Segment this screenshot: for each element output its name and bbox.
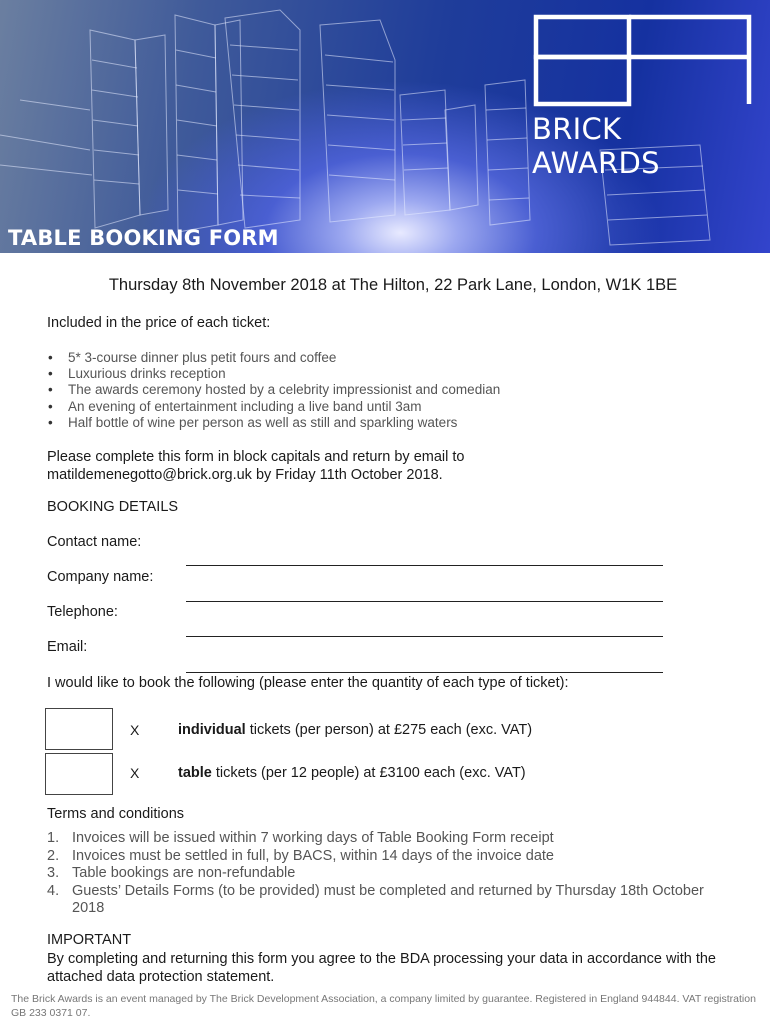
instructions-line-1: Please complete this form in block capitals and return by email to	[47, 449, 465, 465]
tickets-intro: I would like to book the following (please enter the quantity of each type of ticket):	[47, 675, 569, 691]
inclusions-intro: Included in the price of each ticket:	[47, 315, 271, 331]
list-item	[47, 865, 727, 883]
list-item	[47, 830, 727, 848]
item-text: Invoices will be issued within 7 working days of Table Booking Form receipt	[72, 830, 554, 846]
instructions	[47, 448, 737, 484]
event-details: Thursday 8th November 2018 at The Hilton, 22 Park Lane, London, W1K 1BE	[108, 276, 678, 294]
multiply-sign: X	[130, 765, 140, 781]
item-text: Invoices must be settled in full, by BACS, within 14 days of the invoice date	[72, 847, 554, 864]
item-number: 4.	[47, 882, 60, 899]
individual-quantity-input[interactable]	[45, 708, 113, 750]
footer-text: The Brick Awards is an event managed by The Brick Development Association, a company limited by guarantee. Registered in England 944844. VAT registration GB 233 0371 07.	[11, 993, 756, 1019]
terms-list	[47, 830, 727, 918]
company-name-label: Company name:	[47, 569, 154, 585]
important-heading: IMPORTANT	[47, 932, 132, 948]
telephone-field[interactable]	[186, 636, 663, 637]
list-item: • Luxurious drinks reception	[47, 366, 500, 382]
ticket-type: individual	[178, 722, 246, 738]
ticket-price: tickets (per person) at £275 each (exc. VAT)	[245, 722, 533, 738]
multiply-sign: X	[130, 722, 140, 738]
email-field[interactable]	[186, 672, 663, 673]
item-number: 3.	[47, 865, 60, 881]
contact-name-label: Contact name:	[47, 534, 142, 550]
table-ticket-description	[178, 765, 526, 781]
email-label: Email:	[47, 639, 88, 655]
individual-ticket-description	[178, 722, 532, 738]
list-item: • An evening of entertainment including a live band until 3am	[47, 399, 500, 415]
item-number: 1.	[47, 830, 60, 846]
table-quantity-input[interactable]	[45, 753, 113, 795]
ticket-type: table	[178, 765, 212, 781]
important-text: By completing and returning this form you agree to the BDA processing your data in accordance with the attached data protection statement.	[47, 951, 716, 985]
header-banner	[0, 0, 770, 253]
list-item	[47, 883, 727, 918]
list-item: • The awards ceremony hosted by a celebrity impressionist and comedian	[47, 382, 500, 398]
item-text: Table bookings are non-refundable	[72, 865, 296, 881]
form-title: TABLE BOOKING FORM	[8, 226, 279, 250]
list-item	[47, 848, 727, 866]
list-item: • 5* 3-course dinner plus petit fours and coffee	[47, 350, 500, 366]
item-number: 2.	[47, 847, 60, 864]
item-text: Guests’ Details Forms (to be provided) must be completed and returned by Thursday 18th October 2018	[72, 882, 704, 916]
instructions-line-2: matildemenegotto@brick.org.uk by Friday 11th October 2018.	[47, 467, 443, 483]
inclusions-list	[47, 350, 500, 431]
brand-name: BRICK AWARDS	[532, 112, 660, 180]
company-name-field[interactable]	[186, 601, 663, 602]
list-item: • Half bottle of wine per person as well as still and sparkling waters	[47, 415, 500, 431]
booking-details-heading: BOOKING DETAILS	[47, 499, 179, 515]
terms-heading: Terms and conditions	[47, 806, 185, 822]
ticket-price: tickets (per 12 people) at £3100 each (exc. VAT)	[211, 765, 526, 781]
telephone-label: Telephone:	[47, 604, 118, 620]
contact-name-field[interactable]	[186, 565, 663, 566]
